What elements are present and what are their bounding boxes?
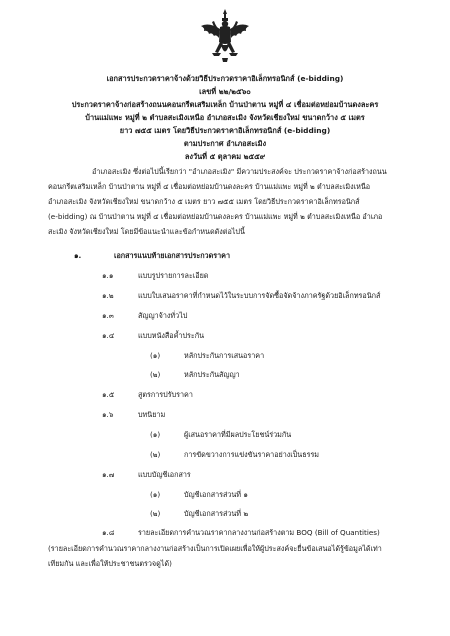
sub-item-number: (๒) bbox=[150, 450, 161, 459]
item-number: ๑.๘ bbox=[102, 528, 115, 537]
item-number: ๑.๗ bbox=[102, 470, 115, 479]
section-1-title: เอกสารแนบท้ายเอกสารประกวดราคา bbox=[114, 251, 230, 260]
sub-list-item: การขัดขวางการแข่งขันราคาอย่างเป็นธรรม bbox=[184, 450, 320, 459]
sub-list-item: บัญชีเอกสารส่วนที่ ๒ bbox=[184, 509, 249, 518]
header-line-4: บ้านแม่แพะ หมู่ที่ ๒ ตำบลสะเมิงเหนือ อำเภอสะเมิง จังหวัดเชียงใหม่ ขนาดกว้าง ๕ เมตร bbox=[85, 113, 365, 122]
list-item: แบบรูปรายการละเอียด bbox=[138, 271, 209, 280]
item-number: ๑.๓ bbox=[102, 311, 114, 320]
header-line-3: ประกวดราคาจ้างก่อสร้างถนนคอนกรีตเสริมเหล็ก บ้านป่าตาน หมู่ที่ ๔ เชื่อมต่อหย่อมบ้านดงละคร bbox=[71, 100, 379, 109]
intro-line-1: อำเภอสะเมิง ซึ่งต่อไปนี้เรียกว่า "อำเภอสะเมิง" มีความประสงค์จะ ประกวดราคาจ้างก่อสร้างถนน bbox=[92, 167, 387, 176]
sub-list-item: หลักประกันการเสนอราคา bbox=[184, 351, 265, 360]
intro-line-2: คอนกรีตเสริมเหล็ก บ้านป่าตาน หมู่ที่ ๔ เชื่อมต่อหย่อมบ้านดงละคร บ้านแม่แพะ หมู่ที่ ๒ ตำบลสะเมิงเหนือ bbox=[48, 182, 371, 191]
header-line-7: ลงวันที่ ๕ ตุลาคม ๒๕๕๙ bbox=[184, 152, 266, 161]
document-header bbox=[20, 72, 430, 163]
item-number: ๑.๑ bbox=[102, 271, 114, 280]
intro-line-4: (e-bidding) ณ บ้านป่าตาน หมู่ที่ ๔ เชื่อมต่อหย่อมบ้านดงละคร บ้านแม่แพะ หมู่ที่ ๒ ตำบลสะเมิงเหนือ อำเภอ bbox=[48, 212, 383, 221]
sub-item-number: (๒) bbox=[150, 370, 161, 379]
sub-list-item: บัญชีเอกสารส่วนที่ ๑ bbox=[184, 490, 248, 499]
item-number: ๑.๒ bbox=[102, 291, 114, 300]
header-line-6: ตามประกาศ อำเภอสะเมิง bbox=[183, 139, 267, 148]
list-item: บทนิยาม bbox=[138, 410, 166, 419]
list-item: แบบหนังสือค้ำประกัน bbox=[138, 331, 205, 340]
item-number: ๑.๔ bbox=[102, 331, 115, 340]
header-line-1: เอกสารประกวดราคาจ้างด้วยวิธีประกวดราคาอิเล็กทรอนิกส์ (e-bidding) bbox=[106, 74, 344, 83]
list-item: แบบบัญชีเอกสาร bbox=[138, 470, 191, 479]
header-line-2: เลขที่ ๒๒/๒๕๖๐ bbox=[199, 87, 251, 96]
sub-item-number: (๒) bbox=[150, 509, 161, 518]
sub-item-number: (๑) bbox=[150, 351, 161, 360]
footer-line-1: (รายละเอียดการคำนวณราคากลางงานก่อสร้างเป็นการเปิดเผยเพื่อให้ผู้ประสงค์จะยื่นข้อเสนอได้รู้ข้อมูลได้เท่า bbox=[48, 544, 382, 553]
list-item: สัญญาจ้างทั่วไป bbox=[138, 311, 188, 320]
header-line-5: ยาว ๗๕๕ เมตร โดยวิธีประกวดราคาอิเล็กทรอนิกส์ (e-bidding) bbox=[119, 126, 331, 135]
list-item: สูตรการปรับราคา bbox=[138, 390, 193, 399]
sub-item-number: (๑) bbox=[150, 490, 161, 499]
list-item: แบบใบเสนอราคาที่กำหนดไว้ในระบบการจัดซื้อจัดจ้างภาครัฐด้วยอิเล็กทรอนิกส์ bbox=[138, 291, 381, 300]
item-number: ๑.๖ bbox=[102, 410, 114, 419]
sub-list-item: ผู้เสนอราคาที่มีผลประโยชน์ร่วมกัน bbox=[184, 430, 292, 439]
section-1-number: ๑. bbox=[74, 251, 82, 260]
sub-item-number: (๑) bbox=[150, 430, 161, 439]
intro-line-3: อำเภอสะเมิง จังหวัดเชียงใหม่ ขนาดกว้าง ๕ เมตร ยาว ๗๕๕ เมตร โดยวิธีประกวดราคาอิเล็กทรอนิกส์ bbox=[48, 197, 360, 206]
intro-line-5: สะเมิง จังหวัดเชียงใหม่ โดยมีข้อแนะนำและข้อกำหนดดังต่อไปนี้ bbox=[48, 227, 245, 236]
list-item: รายละเอียดการคำนวณราคากลางงานก่อสร้างตาม BOQ (Bill of Quantities) bbox=[138, 528, 380, 537]
item-number: ๑.๕ bbox=[102, 390, 115, 399]
sub-list-item: หลักประกันสัญญา bbox=[184, 370, 240, 379]
footer-line-2: เทียมกัน และเพื่อให้ประชาชนตรวจดูได้) bbox=[48, 559, 172, 568]
garuda-emblem-icon bbox=[199, 8, 251, 64]
